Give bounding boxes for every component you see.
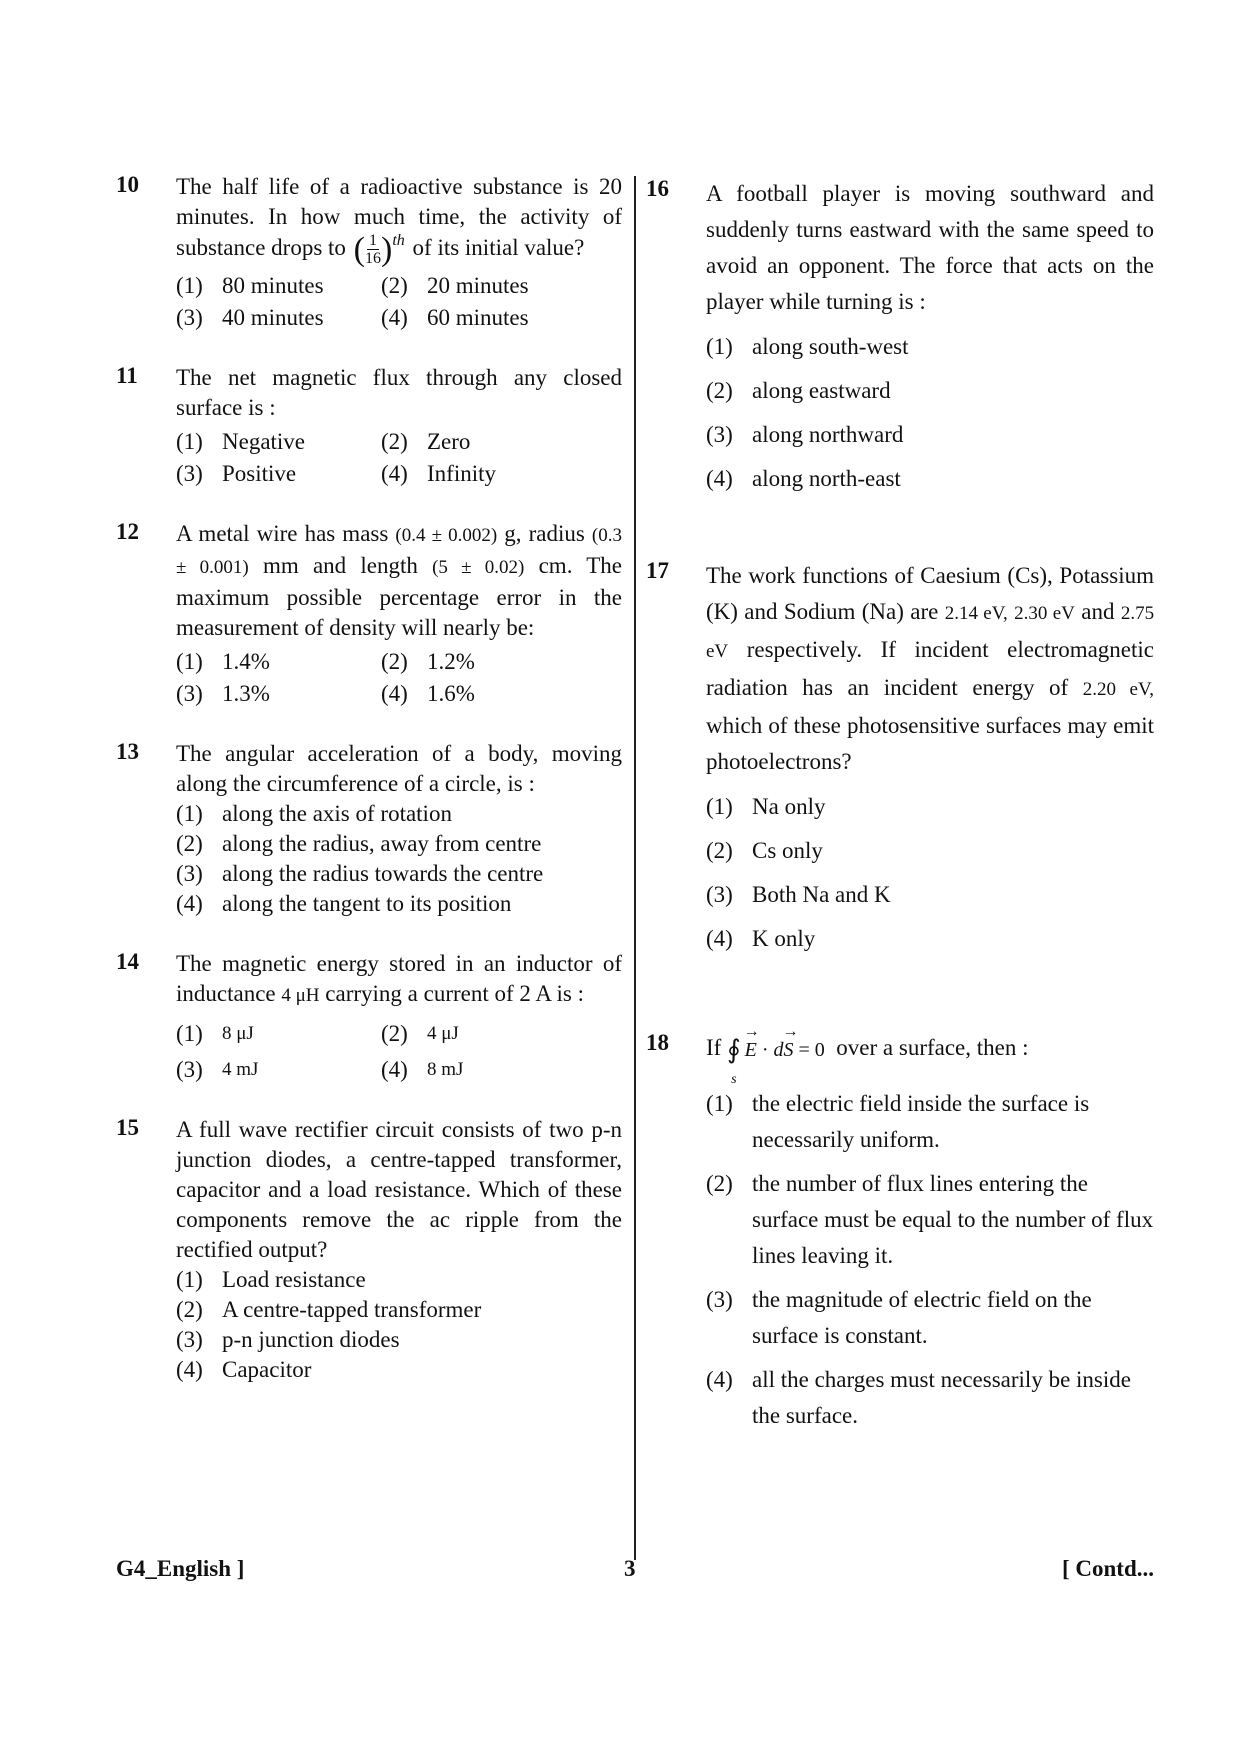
differential: d [773,1038,784,1061]
option-text: 1.4% [222,649,270,674]
question-text-part: The half life of a radioactive substance is 20 minutes. In how much time, the activity of substance drops to [176,174,622,260]
mass-value: (0.4 ± 0.002) [395,525,498,546]
option-2[interactable] [706,1166,1154,1274]
option-label: (3) [176,681,203,706]
question-text [176,949,622,1011]
question-number: 11 [116,363,138,388]
option-3[interactable] [176,859,622,889]
question-12 [116,519,622,709]
option-text: 4 μJ [427,1023,459,1044]
option-4[interactable] [381,679,622,709]
question-10 [116,172,622,333]
question-text [176,172,622,267]
options [176,271,622,333]
options [176,427,622,489]
options [176,799,622,919]
option-2[interactable] [381,427,622,457]
option-1[interactable] [706,330,1154,364]
option-1[interactable] [706,1086,1154,1158]
option-label: (1) [706,334,733,359]
equals-zero: = 0 [798,1038,825,1061]
option-label: (3) [176,861,203,886]
option-4[interactable] [381,303,622,333]
options [706,330,1154,496]
option-label: (4) [706,466,733,491]
options [176,1019,622,1085]
option-label: (1) [176,273,203,298]
fraction-numerator: 1 [369,232,377,249]
option-3[interactable] [706,878,1154,912]
question-text: A football player is moving southward and suddenly turns eastward with the same speed to avoid an opponent. The force that acts on the player while turning is : [706,181,1154,314]
option-1[interactable] [176,1019,381,1049]
question-text-part: which of these photosensitive surfaces may emit photoelectrons? [706,713,1154,774]
closed-integral-symbol: ∮ s [727,1032,741,1068]
option-1[interactable] [176,1265,622,1295]
option-text: along the tangent to its position [222,891,512,916]
option-text: along north-east [752,466,901,491]
option-label: (3) [706,882,733,907]
fraction-denominator: 16 [365,250,381,267]
inductance-value: 4 μH [281,985,320,1006]
option-label: (1) [706,794,733,819]
option-label: (2) [381,649,408,674]
option-4[interactable] [706,922,1154,956]
option-4[interactable] [176,889,622,919]
option-2[interactable] [176,1295,622,1325]
option-label: (2) [706,378,733,403]
option-1[interactable] [176,647,381,677]
option-4[interactable] [706,1362,1154,1434]
option-3[interactable] [176,459,381,489]
option-label: (4) [706,1366,733,1392]
option-text: 40 minutes [222,305,324,330]
option-text: Capacitor [222,1357,312,1382]
question-text-part: A metal wire has mass [176,521,389,546]
option-1[interactable] [176,271,381,301]
question-number: 14 [116,949,139,974]
option-2[interactable] [381,271,622,301]
option-text: Negative [222,429,306,454]
vector-s: → S [784,1032,794,1068]
question-text: A full wave rectifier circuit consists of two p-n junction diodes, a centre-tapped transformer, capacitor and a load resistance. Which of these components remove the ac ripple from the rectified output? [176,1117,622,1262]
option-text: the magnitude of electric field on the surface is constant. [752,1286,1092,1348]
option-label: (1) [176,801,203,826]
option-label: (2) [176,1297,203,1322]
question-number: 18 [646,1030,669,1055]
option-label: (4) [706,926,733,951]
option-text: Both Na and K [752,882,891,907]
question-text-part: g, radius [504,521,585,546]
question-text-part: The magnetic energy stored in an inductor of inductance [176,951,622,1006]
fraction: ( $\frac{1}{16}$ ) th [354,232,405,267]
question-text: The angular acceleration of a body, moving along the circumference of a circle, is : [176,741,622,796]
option-label: (3) [706,422,733,447]
option-text: the number of flux lines entering the surface must be equal to the number of flux lines leaving it. [752,1170,1154,1268]
question-text-part: cm. The maximum possible percentage error in the measurement of density will nearly be: [176,553,623,640]
option-label: (4) [381,305,408,330]
option-label: (4) [176,891,203,916]
vector-e: → E [745,1032,757,1068]
question-text [176,519,622,643]
option-text: along the axis of rotation [222,801,452,826]
question-number: 15 [116,1115,139,1140]
option-label: (1) [706,1090,733,1116]
option-text: along the radius, away from centre [222,831,542,856]
integral-subscript: s [731,1071,737,1087]
option-text: Load resistance [222,1267,366,1292]
option-text: K only [752,926,816,951]
question-17 [646,558,1154,956]
question-text [706,558,1154,780]
surface-integral [727,1032,825,1087]
option-text: along northward [752,422,904,447]
footer-continued: [ Contd... [1061,1556,1154,1581]
option-label: (2) [381,1021,408,1046]
question-text-part: If [706,1035,722,1060]
footer-booklet-code: G4_English ] [116,1556,245,1581]
option-text: 8 μJ [222,1023,254,1044]
question-18 [646,1030,1154,1434]
caesium-work-function: 2.14 eV, [944,603,1008,624]
option-2[interactable] [381,1019,622,1049]
option-text: Na only [752,794,826,819]
option-text: A centre-tapped transformer [222,1297,482,1322]
fraction-superscript: th [392,232,405,249]
potassium-work-function: 2.30 eV [1014,603,1075,624]
question-number: 12 [116,519,139,544]
question-number: 16 [646,176,669,201]
option-label: (4) [176,1357,203,1382]
option-label: (3) [176,1057,203,1082]
radius-value: (0.3 ± 0.001) [176,525,622,578]
option-label: (1) [176,1021,203,1046]
question-number: 10 [116,172,139,197]
option-text: Positive [222,461,297,486]
question-text-part: and [1081,599,1115,624]
question-14 [116,949,622,1085]
option-text: 4 mJ [222,1059,259,1080]
option-text: along eastward [752,378,891,403]
option-text: along the radius towards the centre [222,861,544,886]
sodium-work-function: 2.75 eV [706,603,1155,662]
question-16 [646,176,1154,496]
question-11 [116,363,622,489]
option-1[interactable] [176,799,622,829]
question-text-part: respectively. If incident electromagnetic radiation has an incident energy of [706,637,1155,700]
options [706,1086,1154,1434]
option-4[interactable] [176,1355,622,1385]
option-text: 20 minutes [427,273,529,298]
option-3[interactable] [176,679,381,709]
question-text [706,1030,1154,1087]
question-number: 13 [116,739,139,764]
option-2[interactable] [381,647,622,677]
option-label: (3) [176,461,203,486]
question-text-part: over a surface, then : [836,1035,1029,1060]
option-label: (2) [706,1170,733,1196]
question-text: The net magnetic flux through any closed surface is : [176,365,622,420]
option-4[interactable] [381,1055,622,1085]
options [176,647,622,709]
length-value: (5 ± 0.02) [432,557,525,578]
option-1[interactable] [706,790,1154,824]
option-label: (3) [176,1327,203,1352]
options [706,790,1154,956]
option-4[interactable] [706,462,1154,496]
question-text-part: carrying a current of 2 A is : [325,981,584,1006]
option-text: 1.6% [427,681,475,706]
option-label: (4) [381,681,408,706]
option-text: 80 minutes [222,273,324,298]
option-label: (2) [176,831,203,856]
option-label: (3) [176,305,203,330]
option-label: (4) [381,461,408,486]
option-text: 1.3% [222,681,270,706]
question-13 [116,739,622,919]
left-column [116,172,622,1415]
option-2[interactable] [706,834,1154,868]
question-text-part: mm and length [262,553,418,578]
dot-operator: · [761,1038,769,1061]
option-label: (1) [176,429,203,454]
option-2[interactable] [176,829,622,859]
option-label: (2) [381,273,408,298]
right-column [646,176,1154,1464]
option-2[interactable] [706,374,1154,408]
column-divider [634,176,636,1560]
option-text: Cs only [752,838,823,863]
option-3[interactable] [176,1325,622,1355]
option-3[interactable] [176,1055,381,1085]
question-15 [116,1115,622,1385]
option-3[interactable] [176,303,381,333]
option-text: 60 minutes [427,305,529,330]
question-number: 17 [646,558,669,583]
option-text: p-n junction diodes [222,1327,400,1352]
options [176,1265,622,1385]
option-3[interactable] [706,1282,1154,1354]
option-1[interactable] [176,427,381,457]
option-label: (2) [381,429,408,454]
option-label: (2) [706,838,733,863]
option-label: (3) [706,1286,733,1312]
option-label: (4) [381,1057,408,1082]
option-text: the electric field inside the surface is necessarily uniform. [752,1090,1090,1152]
question-text-part: of its initial value? [412,234,585,260]
option-text: 8 mJ [427,1059,464,1080]
option-label: (1) [176,649,203,674]
option-text: Infinity [427,461,496,486]
option-text: Zero [427,429,471,454]
option-3[interactable] [706,418,1154,452]
incident-energy: 2.20 eV, [1082,679,1154,700]
option-text: all the charges must necessarily be inside the surface. [752,1366,1131,1428]
page-number: 3 [624,1556,636,1581]
question-text-part: The work functions of Caesium (Cs), Potassium (K) and Sodium (Na) are [706,563,1154,624]
option-4[interactable] [381,459,622,489]
option-text: 1.2% [427,649,475,674]
option-label: (1) [176,1267,203,1292]
option-text: along south-west [752,334,909,359]
